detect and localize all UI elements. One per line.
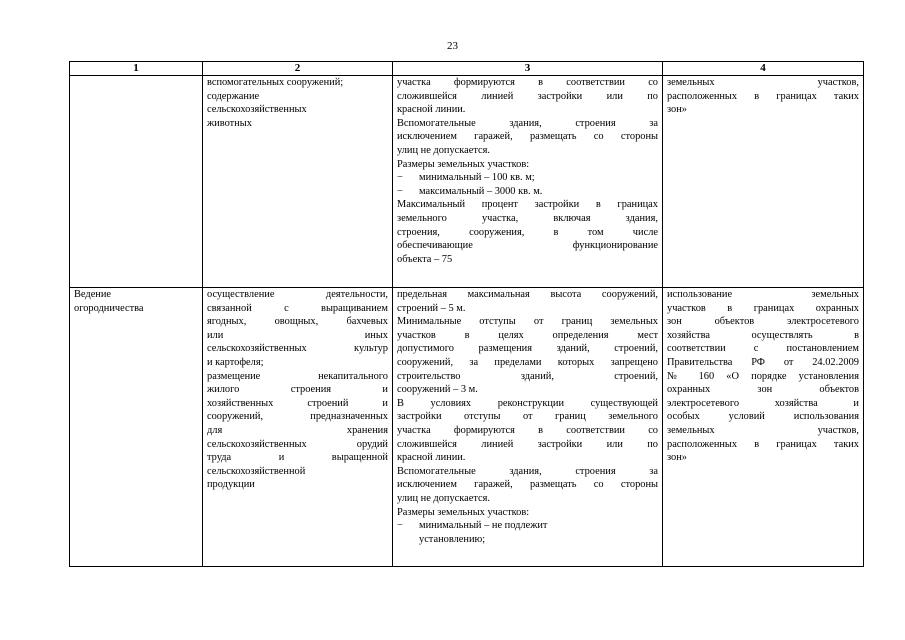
text-line: улиц не допускается. [397,492,491,504]
text-line: охранных зон объектов [667,384,859,396]
text-line: установлению; [419,533,486,545]
text-line: строительство зданий, строений, [397,370,658,382]
text-line: вспомогательных сооружений; [207,77,344,88]
text-line: максимальный – 3000 кв. м. [419,185,543,197]
page-number: 23 [447,40,458,52]
text-line: сельскохозяйственной [207,465,306,477]
cell-description [203,288,393,567]
cell-parameters [393,76,663,288]
text-line: расположенных в границах таких [667,438,859,450]
text-line: животных [207,117,252,129]
text-line: сложившейся линией застройки или по [397,438,658,450]
text-line: № 160 «О порядке установления [667,370,859,382]
list-item: − максимальный – 3000 кв. м. [397,185,658,199]
text-line: улиц не допускается. [397,144,491,156]
text-line: связанной с выращиванием [207,302,388,314]
list-item: − минимальный – не подлежит [397,519,658,533]
text-line: зон» [667,452,687,464]
cell-restrictions [663,288,864,567]
text-line: сооружений, за пределами которых запрещено [397,356,658,368]
text-line: красной линии. [397,452,466,464]
text-line: огородничества [74,302,144,314]
cell-parameters [393,288,663,567]
text-line: предельная максимальная высота сооружений, [397,289,658,300]
text-line: и картофеля; [207,356,264,368]
text-line: электросетевого хозяйства и [667,397,859,409]
column-header-2: 2 [203,62,393,76]
text-line: допустимого размещения зданий, строений, [397,343,658,355]
text-line: объекта – 75 [397,253,453,265]
text-line: Правительства РФ от 24.02.2009 [667,356,859,368]
text-line: продукции [207,479,255,491]
text-line: сооружений, предназначенных [207,411,388,423]
text-line: участка формируются в соответствии со [397,424,658,436]
text-line: Вспомогательные здания, строения за [397,465,658,477]
text-line: строения, сооружения, в том числе [397,226,658,238]
text-line: сельскохозяйственных культур [207,343,388,355]
text-line: застройки отступы от границ земельного [397,411,658,423]
text-line: Размеры земельных участков: [397,506,530,518]
document-table [69,61,864,567]
text-line: строений – 5 м. [397,302,466,314]
text-line: красной линии. [397,104,466,116]
text-line: исключением гаражей, размещать со стороны [397,131,658,143]
text-line: соответствии с постановлением [667,343,859,355]
text-line: Размеры земельных участков: [397,158,530,170]
text-line: или иных [207,329,388,341]
text-line: участков в границах охранных [667,302,859,314]
text-line: исключением гаражей, размещать со стороны [397,479,658,491]
text-line: земельных участков, [667,424,859,436]
text-line: земельного участка, включая здания, [397,212,658,224]
text-line: для хранения [207,424,388,436]
text-line: особых условий использования [667,411,859,423]
text-line: сельскохозяйственных орудий [207,438,388,450]
text-line: сооружений – 3 м. [397,384,478,396]
text-line: Ведение [74,289,112,300]
list-item: − минимальный – 100 кв. м; [397,171,658,185]
text-line: жилого строения и [207,384,388,396]
text-line: зон» [667,104,687,116]
text-line: минимальный – не подлежит [419,520,548,532]
cell-use-type [70,288,203,567]
text-line: сельскохозяйственных [207,104,307,116]
text-line: ягодных, овощных, бахчевых [207,316,388,328]
cell-restrictions [663,76,864,288]
text-line: сложившейся линией застройки или по [397,90,658,102]
cell-use-type [70,76,203,288]
text-line: хозяйства осуществлять в [667,329,859,341]
text-line: размещение некапитального [207,370,388,382]
column-header-3: 3 [393,62,663,76]
text-line: обеспечивающие функционирование [397,240,658,252]
list-item [397,533,658,547]
text-line: осуществление деятельности, [207,289,388,300]
table-header-row [70,62,864,76]
text-line: В условиях реконструкции существующей [397,397,658,409]
table-row [70,76,864,288]
text-line: Максимальный процент застройки в границах [397,199,658,211]
text-line: земельных участков, [667,77,859,88]
text-line: минимальный – 100 кв. м; [419,172,535,184]
cell-description [203,76,393,288]
table-row [70,288,864,567]
column-header-1: 1 [70,62,203,76]
text-line: расположенных в границах таких [667,90,859,102]
text-line: содержание [207,90,260,102]
text-line: зон объектов электросетевого [667,316,859,328]
column-header-4: 4 [663,62,864,76]
text-line: хозяйственных строений и [207,397,388,409]
text-line: участков в целях определения мест [397,329,658,341]
text-line: Вспомогательные здания, строения за [397,117,658,129]
text-line: Минимальные отступы от границ земельных [397,316,658,328]
text-line: использование земельных [667,289,859,300]
text-line: участка формируются в соответствии со [397,77,658,88]
text-line: труда и выращенной [207,452,388,464]
